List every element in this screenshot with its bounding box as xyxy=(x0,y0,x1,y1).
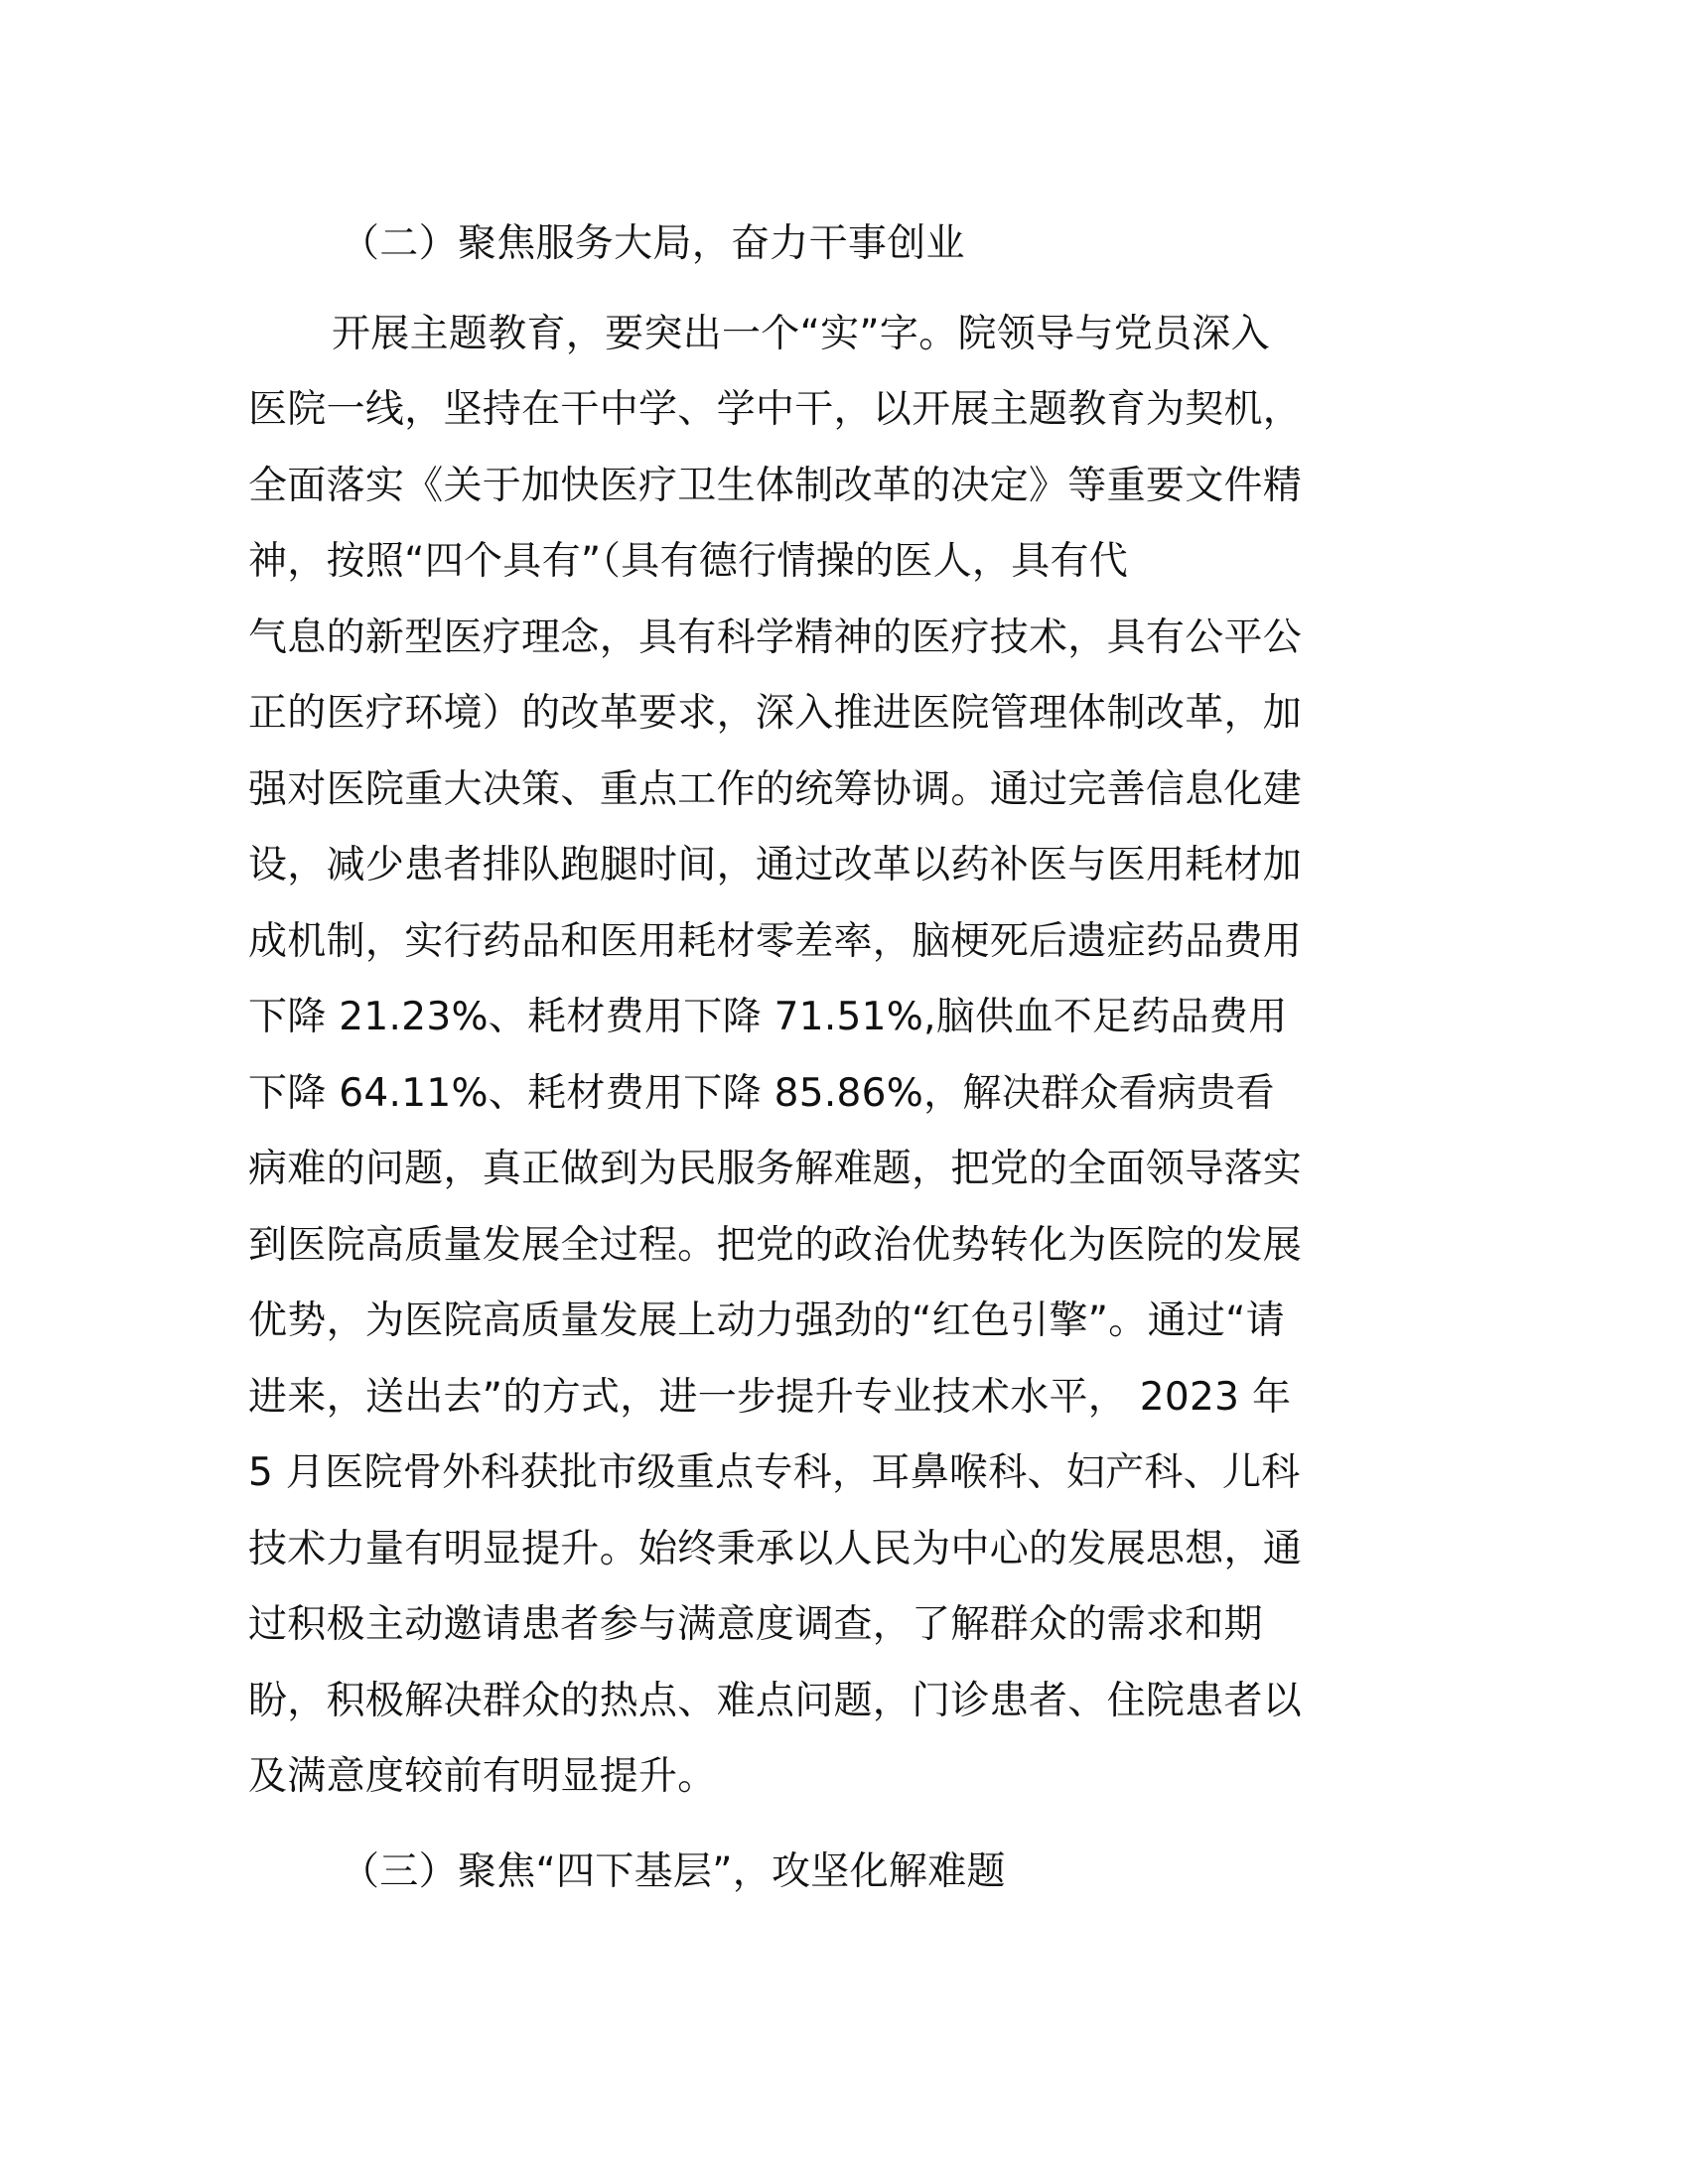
paragraph-line: 病难的问题，真正做到为民服务解难题，把党的全面领导落实 xyxy=(248,1147,1303,1191)
paragraph-line: 进来，送出去”的方式，进一步提升专业技术水平， 2023 年 xyxy=(248,1375,1292,1420)
paragraph-line: 成机制，实行药品和医用耗材零差率，脑梗死后遗症药品费用 xyxy=(248,919,1303,964)
paragraph-line: 气息的新型医疗理念，具有科学精神的医疗技术，具有公平公 xyxy=(248,615,1303,660)
paragraph-line: 下降 21.23%、耗材费用下降 71.51%,脑供血不足药品费用 xyxy=(248,995,1288,1039)
paragraph-line: 设，减少患者排队跑腿时间，通过改革以药补医与医用耗材加 xyxy=(248,843,1303,887)
paragraph-line: 正的医疗环境）的改革要求，深入推进医院管理体制改革，加 xyxy=(248,691,1303,736)
paragraph-line: 过积极主动邀请患者参与满意度调查，了解群众的需求和期 xyxy=(248,1602,1263,1647)
paragraph-line: 开展主题教育，要突出一个“实”字。院领导与党员深入 xyxy=(332,312,1270,356)
paragraph-line: 到医院高质量发展全过程。把党的政治优势转化为医院的发展 xyxy=(248,1223,1303,1268)
paragraph-line: 神，按照“四个具有”（具有德行情操的医人，具有代 xyxy=(248,539,1129,584)
paragraph-line: 下降 64.11%、耗材费用下降 85.86%，解决群众看病贵看 xyxy=(248,1071,1275,1116)
paragraph-line: 及满意度较前有明显提升。 xyxy=(248,1754,717,1799)
paragraph-line: 盼，积极解决群众的热点、难点问题，门诊患者、住院患者以 xyxy=(248,1679,1303,1723)
paragraph-line: 5 月医院骨外科获批市级重点专科，耳鼻喉科、妇产科、儿科 xyxy=(248,1450,1301,1495)
paragraph-line: 优势，为医院高质量发展上动力强劲的“红色引擎”。通过“请 xyxy=(248,1298,1286,1343)
paragraph-line: 强对医院重大决策、重点工作的统筹协调。通过完善信息化建 xyxy=(248,767,1303,812)
section-heading-2: （二）聚焦服务大局，奋力干事创业 xyxy=(341,221,965,266)
paragraph-line: 医院一线，坚持在干中学、学中干，以开展主题教育为契机， xyxy=(248,387,1303,432)
section-heading-3: （三）聚焦“四下基层”，攻坚化解难题 xyxy=(341,1849,1006,1894)
paragraph-line: 技术力量有明显提升。始终秉承以人民为中心的发展思想，通 xyxy=(248,1527,1303,1571)
paragraph-line: 全面落实《关于加快医疗卫生体制改革的决定》等重要文件精 xyxy=(248,464,1303,508)
